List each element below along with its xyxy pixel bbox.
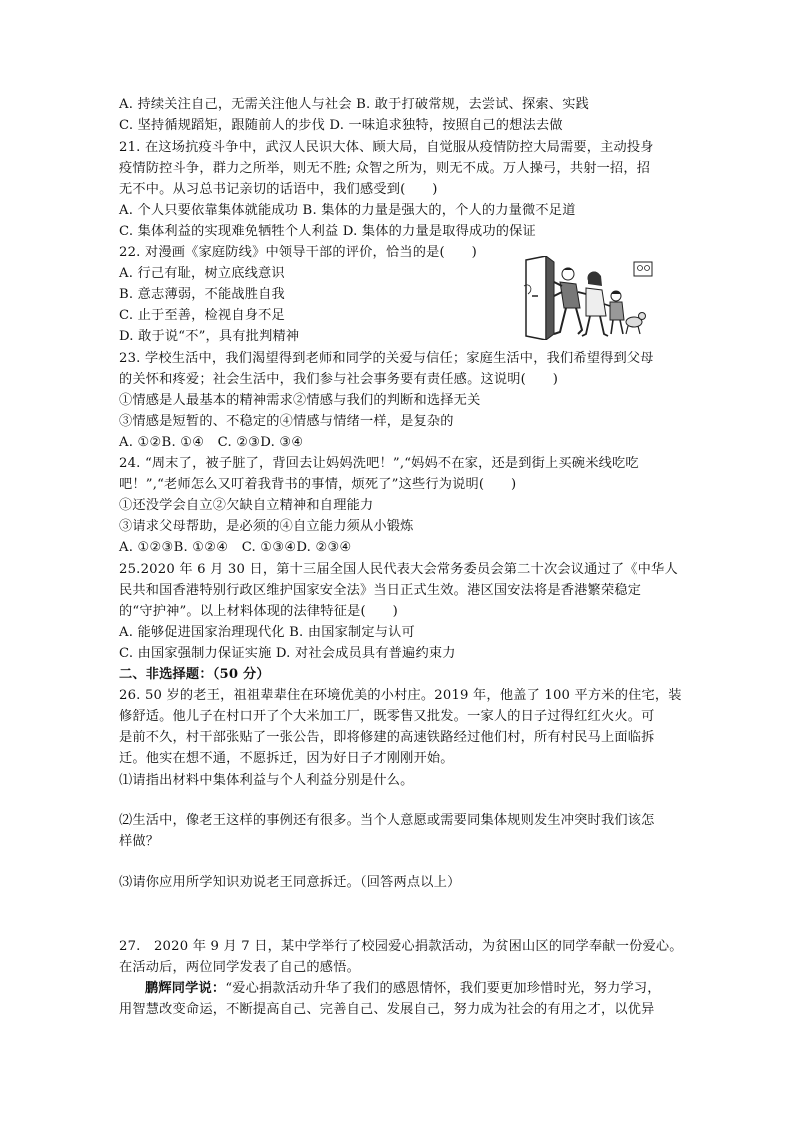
q21-stem-line-3: 无不中。从习总书记亲切的话语中，我们感受到( ) <box>119 182 438 197</box>
q25-options-cd: C. 由国家强制力保证实施 D. 对社会成员具有普遍约束力 <box>119 646 456 661</box>
q21-options-ab: A. 个人只要依靠集体就能成功 B. 集体的力量是强大的，个人的力量微不足道 <box>119 203 576 218</box>
q23-statements-2: ③情感是短暂的、不稳定的④情感与情绪一样，是复杂的 <box>119 414 454 429</box>
q24-statements-2: ③请求父母帮助，是必须的④自立能力须从小锻炼 <box>119 519 414 534</box>
q27-stem-line-1: 27. 2020 年 9 月 7 日，某中学举行了校园爱心捐款活动，为贫困山区的同学奉献一份爱心。 <box>119 939 683 954</box>
q21-stem-line-1: 21. 在这场抗疫斗争中，武汉人民识大体、顾大局，自觉服从疫情防控大局需要，主动投身 <box>119 140 654 155</box>
q25-stem-line-1: 25.2020 年 6 月 30 日，第十三届全国人民代表大会常务委员会第二十次会议通过了《中华人 <box>119 562 678 577</box>
q26-subquestion-2-line-2: 样做？ <box>119 834 160 849</box>
q24-stem-line-1: 24. “周末了，被子脏了，背回去让妈妈洗吧！”,“妈妈不在家，还是到街上买碗米线吃吃 <box>119 456 639 471</box>
q24-options: A. ①②③B. ①②④ C. ①③④D. ②③④ <box>119 540 352 555</box>
q27-stem-line-2: 在活动后，两位同学发表了自己的感悟。 <box>119 960 360 975</box>
speaker-name: 鹏辉同学说： <box>145 981 226 996</box>
q25-options-ab: A. 能够促进国家治理现代化 B. 由国家制定与认可 <box>119 625 415 640</box>
q22-option-b: B. 意志薄弱，不能战胜自我 <box>119 287 285 302</box>
q25-stem-line-3: 的“守护神”。以上材料体现的法律特征是( ) <box>119 604 398 619</box>
q24-statements-1: ①还没学会自立②欠缺自立精神和自理能力 <box>119 498 374 513</box>
q26-material-line-3: 是前不久，村干部张贴了一张公告，即将修建的高速铁路经过他们村，所有村民马上面临拆 <box>119 730 655 745</box>
q21-options-cd: C. 集体利益的实现难免牺牲个人利益 D. 集体的力量是取得成功的保证 <box>119 224 536 239</box>
q23-stem-line-2: 的关怀和疼爱；社会生活中，我们参与社会事务要有责任感。这说明( ) <box>119 372 559 387</box>
family-defense-cartoon-image <box>520 256 655 340</box>
q26-subquestion-3: ⑶请你应用所学知识劝说老王同意拆迁。（回答两点以上） <box>119 875 461 890</box>
q26-subquestion-2-line-1: ⑵生活中，像老王这样的事例还有很多。当个人意愿或需要同集体规则发生冲突时我们该怎 <box>119 813 655 828</box>
q22-option-d: D. 敢于说“不”，具有批判精神 <box>119 329 300 344</box>
speech-text: “爱心捐款活动升华了我们的感恩情怀，我们要更加珍惜时光，努力学习， <box>225 981 661 996</box>
q25-stem-line-2: 民共和国香港特别行政区维护国家安全法》当日正式生效。港区国安法将是香港繁荣稳定 <box>119 583 642 598</box>
q22-option-a: A. 行己有耻，树立底线意识 <box>119 266 285 281</box>
q22-option-c: C. 止于至善，检视自身不足 <box>119 308 285 323</box>
q26-material-line-2: 修舒适。他儿子在村口开了个大米加工厂，既零售又批发。一家人的日子过得红红火火。可 <box>119 709 655 724</box>
q27-speech-line-2: 用智慧改变命运，不断提高自己、完善自己、发展自己，努力成为社会的有用之才，以优异 <box>119 1002 655 1017</box>
section-2-heading: 二、非选择题：（50 分） <box>119 667 270 682</box>
q26-material-line-4: 迁。他实在想不通，不愿拆迁，因为好日子才刚刚开始。 <box>119 751 454 766</box>
q21-stem-line-2: 疫情防控斗争，群力之所举，则无不胜; 众智之所为，则无不成。万人操弓，共射一招，招 <box>119 161 651 176</box>
q20-options-cd: C. 坚持循规蹈矩，跟随前人的步伐 D. 一味追求独特，按照自己的想法去做 <box>119 118 563 133</box>
q20-options-ab: A. 持续关注自己，无需关注他人与社会 B. 敢于打破常规，去尝试、探索、实践 <box>119 97 589 112</box>
q23-stem-line-1: 23. 学校生活中，我们渴望得到老师和同学的关爱与信任；家庭生活中，我们希望得到父母 <box>119 351 654 366</box>
q26-subquestion-1: ⑴请指出材料中集体利益与个人利益分别是什么。 <box>119 773 414 788</box>
q23-options: A. ①②B. ①④ C. ②③D. ③④ <box>119 435 304 450</box>
q23-statements-1: ①情感是人最基本的精神需求②情感与我们的判断和选择无关 <box>119 393 481 408</box>
q26-material-line-1: 26. 50 岁的老王，祖祖辈辈住在环境优美的小村庄。2019 年，他盖了 100 平方米的住宅，装 <box>119 688 682 703</box>
q27-speech-line-1 <box>145 980 661 998</box>
q24-stem-line-2: 吧！”,“老师怎么又叮着我背书的事情，烦死了”这些行为说明( ) <box>119 477 517 492</box>
q22-stem: 22. 对漫画《家庭防线》中领导干部的评价，恰当的是( ) <box>119 245 477 260</box>
